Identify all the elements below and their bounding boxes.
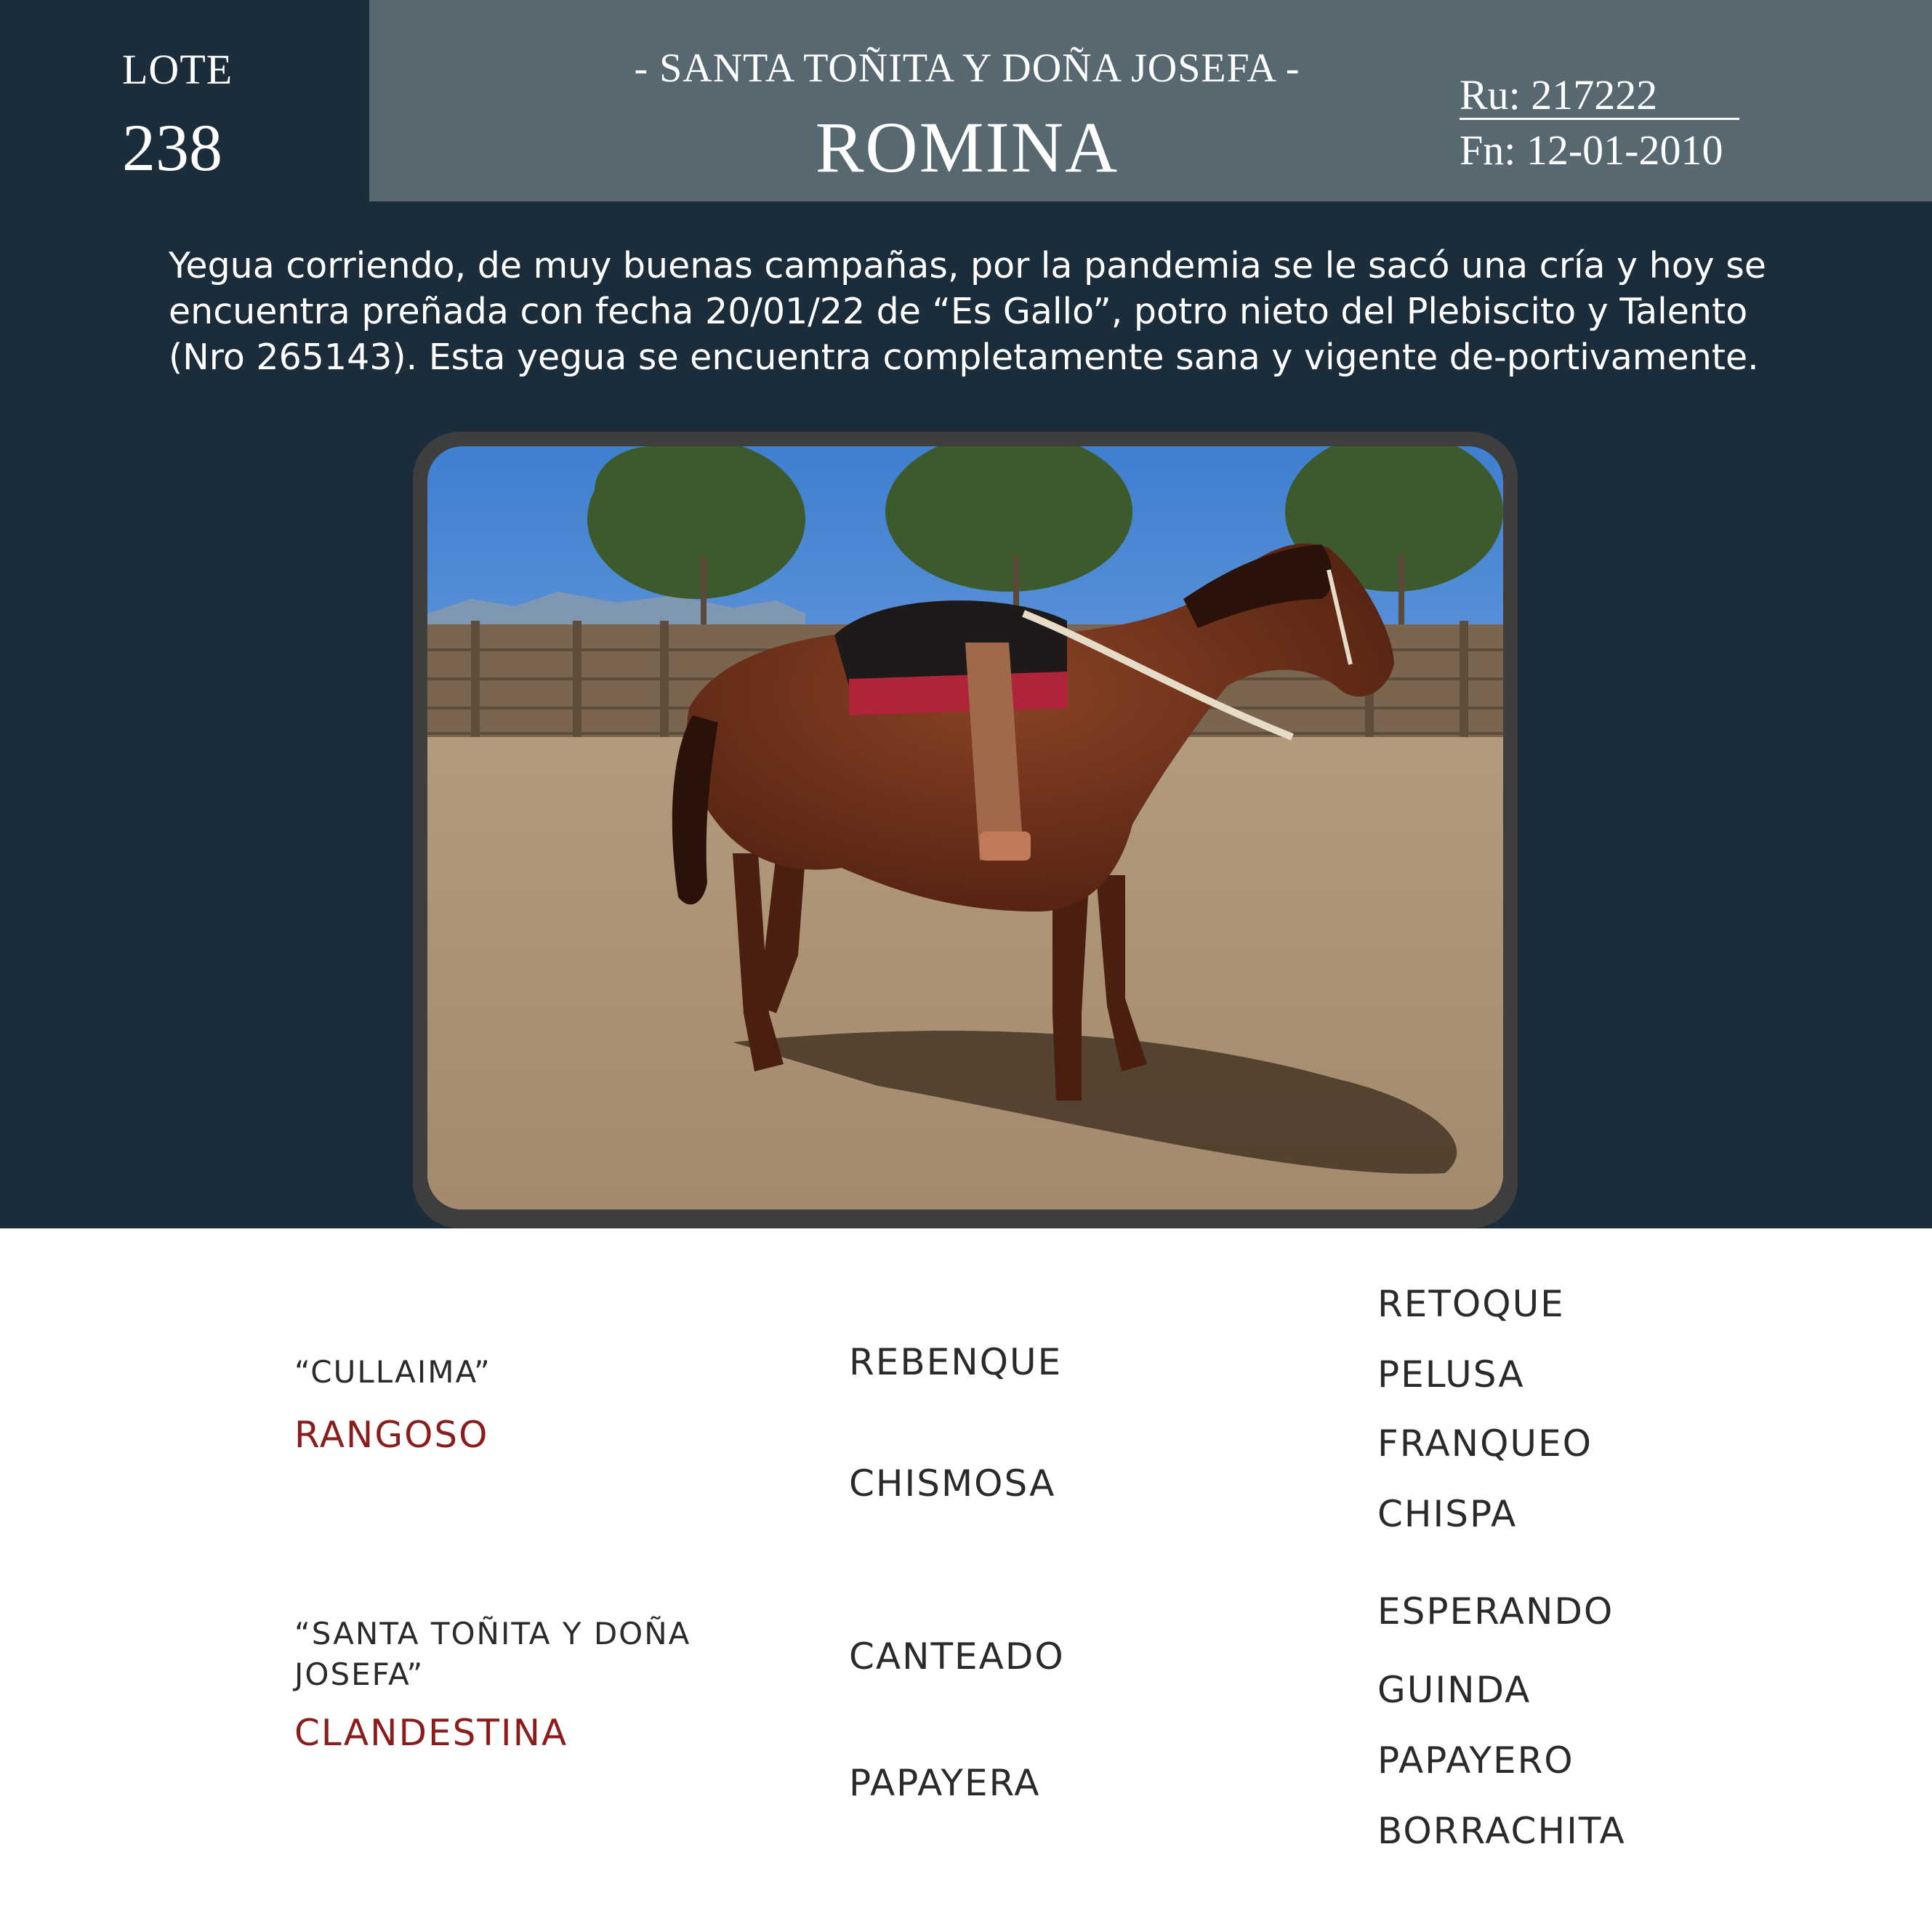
great-grandparent-2: PELUSA <box>1377 1353 1525 1396</box>
dam-breeder: “SANTA TOÑITA Y DOÑA JOSEFA” <box>294 1616 691 1692</box>
great-grandparent-7: PAPAYERO <box>1377 1739 1574 1782</box>
horse-description: Yegua corriendo, de muy buenas campañas, por la pandemia se le sacó una cría y hoy se encuentra preñada con fecha 20/01/22 de “Es Gallo”, potro nieto del Plebiscito y Talento (Nro 265143). Esta yegua se encuentra completamente sana y vigente de-portivamente. <box>169 245 1766 378</box>
great-grandparent-3: FRANQUEO <box>1377 1422 1593 1465</box>
grandparent-2: CHISMOSA <box>849 1462 1056 1505</box>
horse-photo <box>427 446 1503 1209</box>
registry-number: Ru: 217222 <box>1460 73 1739 120</box>
photo-frame <box>413 432 1518 1228</box>
great-grandparent-4: CHISPA <box>1377 1493 1518 1535</box>
horse-name: ROMINA <box>815 107 1119 188</box>
grandparent-1: REBENQUE <box>849 1341 1063 1383</box>
breeder-name: - SANTA TOÑITA Y DOÑA JOSEFA - <box>634 46 1300 91</box>
sire-breeder: “CULLAIMA” <box>294 1354 491 1390</box>
grandparent-3: CANTEADO <box>849 1635 1065 1678</box>
great-grandparent-8: BORRACHITA <box>1377 1810 1626 1852</box>
lot-label: LOTE <box>122 46 233 93</box>
grandparent-4: PAPAYERA <box>849 1762 1041 1804</box>
great-grandparent-1: RETOQUE <box>1377 1283 1565 1325</box>
lot-number: 238 <box>122 110 222 185</box>
sire-name: RANGOSO <box>294 1414 489 1456</box>
great-grandparent-6: GUINDA <box>1377 1669 1531 1711</box>
dam-name: CLANDESTINA <box>294 1712 568 1754</box>
great-grandparent-5: ESPERANDO <box>1377 1590 1614 1633</box>
birth-date: Fn: 12-01-2010 <box>1460 126 1723 174</box>
